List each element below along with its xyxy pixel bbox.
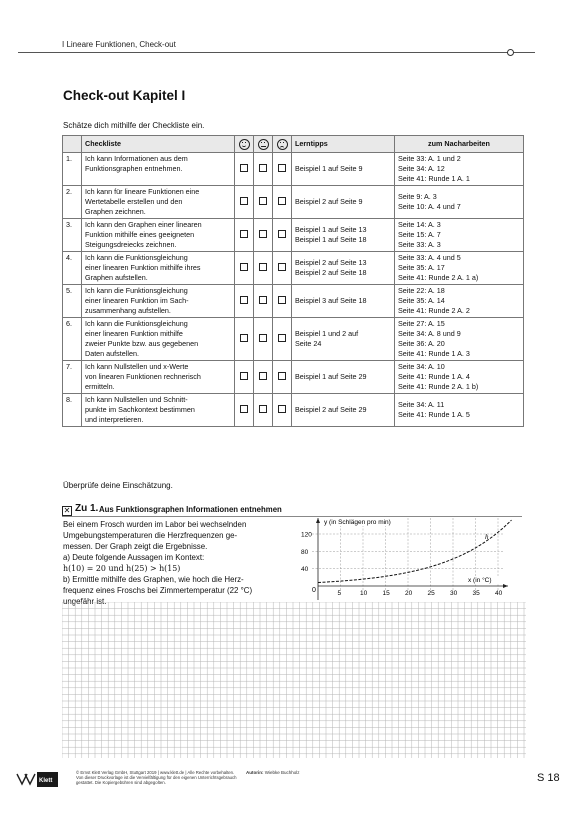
task-line: Umgebungstemperaturen die Herzfrequenzen ge-	[63, 531, 238, 540]
row-number: 7.	[63, 361, 82, 394]
section-header: I Lineare Funktionen, Check-out	[62, 40, 176, 49]
header-rule	[18, 52, 534, 53]
row-tips	[292, 318, 395, 361]
review-line: Seite 14: A. 3	[398, 220, 441, 229]
header-number	[63, 136, 82, 153]
rating-cell-sad	[273, 361, 292, 394]
tip-line: Beispiel 1 auf Seite 29	[295, 372, 367, 381]
exercise-number: Zu 1.	[75, 503, 99, 514]
review-line: Seite 36: A. 20	[398, 339, 445, 348]
statement-line: Graphen zeichnen.	[85, 207, 146, 216]
row-review	[395, 219, 524, 252]
header-sad	[273, 136, 292, 153]
statement-line: Graphen aufstellen.	[85, 273, 148, 282]
rating-cell-happy	[235, 252, 254, 285]
row-review	[395, 153, 524, 186]
header-review: zum Nacharbeiten	[395, 136, 524, 153]
rating-checkbox-happy[interactable]	[240, 230, 248, 238]
row-statement	[82, 153, 235, 186]
statement-line: Steigungsdreiecks zeichnen.	[85, 240, 177, 249]
exercise-title: Aus Funktionsgraphen Informationen entnehmen	[99, 505, 282, 514]
statement-line: Ich kann für lineare Funktionen eine	[85, 187, 200, 196]
row-statement	[82, 394, 235, 427]
tip-line: Beispiel 1 auf Seite 13	[295, 225, 367, 234]
rating-cell-neutral	[254, 219, 273, 252]
rating-cell-happy	[235, 153, 254, 186]
review-line: Seite 15: A. 7	[398, 230, 441, 239]
rating-checkbox-neutral[interactable]	[259, 230, 267, 238]
review-line: Seite 9: A. 3	[398, 192, 437, 201]
rating-cell-sad	[273, 186, 292, 219]
task-line: b) Ermittle mithilfe des Graphen, wie hoch die Herz-	[63, 575, 244, 584]
rating-cell-neutral	[254, 252, 273, 285]
rating-cell-neutral	[254, 153, 273, 186]
x-tick-label: 15	[382, 590, 390, 597]
review-line: Seite 34: A. 10	[398, 362, 445, 371]
x-tick-label: 10	[360, 590, 368, 597]
row-statement	[82, 285, 235, 318]
row-review	[395, 186, 524, 219]
klett-logo	[14, 770, 60, 790]
rating-cell-sad	[273, 318, 292, 361]
rating-checkbox-happy[interactable]	[240, 334, 248, 342]
review-line: Seite 34: A. 12	[398, 164, 445, 173]
row-tips	[292, 252, 395, 285]
answer-grid-lines	[62, 602, 526, 758]
rating-checkbox-sad[interactable]	[278, 230, 286, 238]
review-line: Seite 22: A. 18	[398, 286, 445, 295]
row-tips	[292, 186, 395, 219]
page-title: Check-out Kapitel I	[63, 88, 186, 103]
row-number: 3.	[63, 219, 82, 252]
rating-cell-neutral	[254, 394, 273, 427]
statement-line: einer linearen Funktion mithilfe	[85, 329, 183, 338]
header-happy	[235, 136, 254, 153]
rating-checkbox-happy[interactable]	[240, 372, 248, 380]
x-axis-arrow	[503, 584, 508, 588]
row-tips	[292, 394, 395, 427]
row-statement	[82, 186, 235, 219]
tip-line: Beispiel 1 und 2 auf	[295, 329, 359, 338]
row-number: 5.	[63, 285, 82, 318]
rating-cell-happy	[235, 285, 254, 318]
tip-line: Beispiel 1 auf Seite 18	[295, 235, 367, 244]
row-statement	[82, 318, 235, 361]
review-line: Seite 41: Runde 2 A. 1 a)	[398, 273, 479, 282]
row-number: 2.	[63, 186, 82, 219]
heart-rate-graph	[298, 514, 513, 600]
rating-cell-neutral	[254, 361, 273, 394]
statement-line: von linearen Funktionen rechnerisch	[85, 372, 201, 381]
y-axis-arrow	[316, 518, 320, 523]
rating-checkbox-neutral[interactable]	[259, 197, 267, 205]
answer-grid[interactable]	[62, 602, 526, 758]
x-tick-label: 40	[495, 590, 503, 597]
tip-line: Beispiel 3 auf Seite 18	[295, 296, 367, 305]
y-tick-label: 40	[301, 566, 309, 574]
statement-line: Ich kann Nullstellen und Schnitt-	[85, 395, 188, 404]
rating-cell-happy	[235, 219, 254, 252]
table-row	[63, 219, 524, 252]
table-body	[63, 153, 524, 427]
author-credit	[246, 770, 300, 775]
table-header-row	[63, 136, 524, 153]
statement-line: Ich kann Informationen aus dem	[85, 154, 188, 163]
copyright-notice: © Ernst Klett Verlag GmbH, Stuttgart 2019 | www.klett.de | Alle Rechte vorbehalten. Von dieser Druckvorlage ist die Vervielfältigung für den eigenen Unterrichtsgebrauch gestattet. Die Kopiergebühren sind abgegolten.	[76, 770, 237, 786]
rating-checkbox-neutral[interactable]	[259, 164, 267, 172]
row-number: 6.	[63, 318, 82, 361]
task-line: Bei einem Frosch wurden im Labor bei wechselnden	[63, 520, 247, 529]
tip-line: Beispiel 2 auf Seite 9	[295, 197, 363, 206]
y-axis-label: y (in Schlägen pro min)	[324, 519, 391, 526]
review-line: Seite 41: Runde 1 A. 1	[398, 174, 470, 183]
header-neutral	[254, 136, 273, 153]
review-line: Seite 41: Runde 2 A. 1 b)	[398, 382, 479, 391]
statement-line: Ich kann die Funktionsgleichung	[85, 286, 188, 295]
y-tick-label: 80	[301, 548, 309, 556]
task-line: frequenz eines Froschs bei Zimmertemperatur (22 °C)	[63, 586, 253, 595]
task-formula: h(10) = 20 und h(25) > h(15)	[63, 564, 181, 573]
header-rule-dot	[507, 49, 514, 56]
table-row	[63, 186, 524, 219]
row-review	[395, 394, 524, 427]
row-tips	[292, 285, 395, 318]
row-review	[395, 318, 524, 361]
rating-checkbox-sad[interactable]	[278, 405, 286, 413]
statement-line: Funktion mithilfe eines geeigneten	[85, 230, 195, 239]
y-tick-label: 120	[301, 531, 312, 539]
statement-line: zweier Punkte bzw. aus gegebenen	[85, 339, 199, 348]
checklist-table	[62, 135, 524, 427]
table-row	[63, 153, 524, 186]
rating-checkbox-sad[interactable]	[278, 372, 286, 380]
author-label: Autorin:	[246, 770, 264, 775]
rating-cell-happy	[235, 186, 254, 219]
tip-line: Beispiel 2 auf Seite 13	[295, 258, 367, 267]
rating-checkbox-happy[interactable]	[240, 263, 248, 271]
rating-checkbox-sad[interactable]	[278, 197, 286, 205]
statement-line: Daten aufstellen.	[85, 349, 139, 358]
row-number: 1.	[63, 153, 82, 186]
statement-line: einer linearen Funktion im Sach-	[85, 296, 189, 305]
task-line: messen. Der Graph zeigt die Ergebnisse.	[63, 542, 208, 551]
review-line: Seite 34: A. 8 und 9	[398, 329, 461, 338]
rating-cell-sad	[273, 285, 292, 318]
review-line: Seite 33: A. 4 und 5	[398, 253, 461, 262]
row-number: 4.	[63, 252, 82, 285]
rating-cell-happy	[235, 318, 254, 361]
review-line: Seite 33: A. 1 und 2	[398, 154, 461, 163]
rating-checkbox-neutral[interactable]	[259, 263, 267, 271]
rating-cell-sad	[273, 394, 292, 427]
row-statement	[82, 219, 235, 252]
header-checklist: Checkliste	[82, 136, 235, 153]
rating-cell-neutral	[254, 186, 273, 219]
rating-checkbox-sad[interactable]	[278, 334, 286, 342]
origin-label: 0	[312, 587, 316, 594]
rating-cell-neutral	[254, 285, 273, 318]
rating-checkbox-sad[interactable]	[278, 296, 286, 304]
statement-line: Ich kann Nullstellen und x-Werte	[85, 362, 189, 371]
row-tips	[292, 361, 395, 394]
x-tick-label: 5	[337, 590, 342, 597]
x-tick-labels	[338, 590, 503, 597]
rating-checkbox-neutral[interactable]	[259, 405, 267, 413]
review-line: Seite 41: Runde 1 A. 5	[398, 410, 470, 419]
row-statement	[82, 361, 235, 394]
review-line: Seite 33: A. 3	[398, 240, 441, 249]
x-axis-label: x (in °C)	[468, 577, 492, 584]
review-note: Überprüfe deine Einschätzung.	[63, 481, 173, 490]
rating-cell-sad	[273, 219, 292, 252]
rating-checkbox-happy[interactable]	[240, 405, 248, 413]
review-line: Seite 27: A. 15	[398, 319, 445, 328]
statement-line: Ich kann die Funktionsgleichung	[85, 253, 188, 262]
task-line: ungefähr ist.	[63, 597, 107, 606]
smiley-neutral-icon	[258, 139, 269, 150]
tip-line: Beispiel 1 auf Seite 9	[295, 164, 363, 173]
review-line: Seite 35: A. 14	[398, 296, 445, 305]
row-review	[395, 361, 524, 394]
tip-line: Beispiel 2 auf Seite 18	[295, 268, 367, 277]
rating-checkbox-happy[interactable]	[240, 197, 248, 205]
y-tick-labels	[301, 532, 312, 574]
row-review	[395, 285, 524, 318]
rating-checkbox-happy[interactable]	[240, 296, 248, 304]
statement-line: ermitteln.	[85, 382, 115, 391]
table-row	[63, 361, 524, 394]
task-line: a) Deute folgende Aussagen im Kontext:	[63, 553, 205, 562]
review-line: Seite 35: A. 17	[398, 263, 445, 272]
rating-cell-happy	[235, 394, 254, 427]
table-row	[63, 394, 524, 427]
rating-cell-sad	[273, 252, 292, 285]
x-tick-label: 25	[427, 590, 435, 597]
statement-line: Funktionsgraphen entnehmen.	[85, 164, 183, 173]
rating-checkbox-sad[interactable]	[278, 164, 286, 172]
x-tick-label: 30	[450, 590, 458, 597]
smiley-happy-icon	[239, 139, 250, 150]
rating-checkbox-neutral[interactable]	[259, 372, 267, 380]
rating-checkbox-neutral[interactable]	[259, 334, 267, 342]
rating-checkbox-sad[interactable]	[278, 263, 286, 271]
curve-label: h	[485, 533, 489, 541]
row-statement	[82, 252, 235, 285]
review-line: Seite 41: Runde 2 A. 2	[398, 306, 470, 315]
statement-line: und interpretieren.	[85, 415, 144, 424]
statement-line: Ich kann die Funktionsgleichung	[85, 319, 188, 328]
row-number: 8.	[63, 394, 82, 427]
statement-line: Wertetabelle erstellen und den	[85, 197, 183, 206]
review-line: Seite 41: Runde 1 A. 3	[398, 349, 470, 358]
tip-line: Seite 24	[295, 339, 322, 348]
rating-cell-neutral	[254, 318, 273, 361]
review-line: Seite 34: A. 11	[398, 400, 445, 409]
review-line: Seite 10: A. 4 und 7	[398, 202, 461, 211]
statement-line: Ich kann den Graphen einer linearen	[85, 220, 202, 229]
row-tips	[292, 153, 395, 186]
instruction-text: Schätze dich mithilfe der Checkliste ein.	[63, 121, 205, 130]
header-tips: Lerntipps	[292, 136, 395, 153]
exercise-checkbox[interactable]: ✕	[63, 506, 71, 515]
x-tick-label: 35	[472, 590, 480, 597]
row-review	[395, 252, 524, 285]
statement-line: zusammenhang aufstellen.	[85, 306, 171, 315]
table-row	[63, 318, 524, 361]
logo-text: Klett	[39, 778, 53, 784]
rating-cell-sad	[273, 153, 292, 186]
smiley-sad-icon	[277, 139, 288, 150]
table-row	[63, 285, 524, 318]
table-row	[63, 252, 524, 285]
rating-cell-happy	[235, 361, 254, 394]
rating-checkbox-happy[interactable]	[240, 164, 248, 172]
x-tick-label: 20	[405, 590, 413, 597]
statement-line: einer linearen Funktion mithilfe ihres	[85, 263, 201, 272]
rating-checkbox-neutral[interactable]	[259, 296, 267, 304]
page-number: S 18	[537, 772, 560, 784]
review-line: Seite 41: Runde 1 A. 4	[398, 372, 470, 381]
header-rule-end	[515, 52, 535, 53]
tip-line: Beispiel 2 auf Seite 29	[295, 405, 367, 414]
author-name: Wiebke Buchholz	[264, 770, 300, 775]
statement-line: punkte im Sachkontext bestimmen	[85, 405, 195, 414]
row-tips	[292, 219, 395, 252]
